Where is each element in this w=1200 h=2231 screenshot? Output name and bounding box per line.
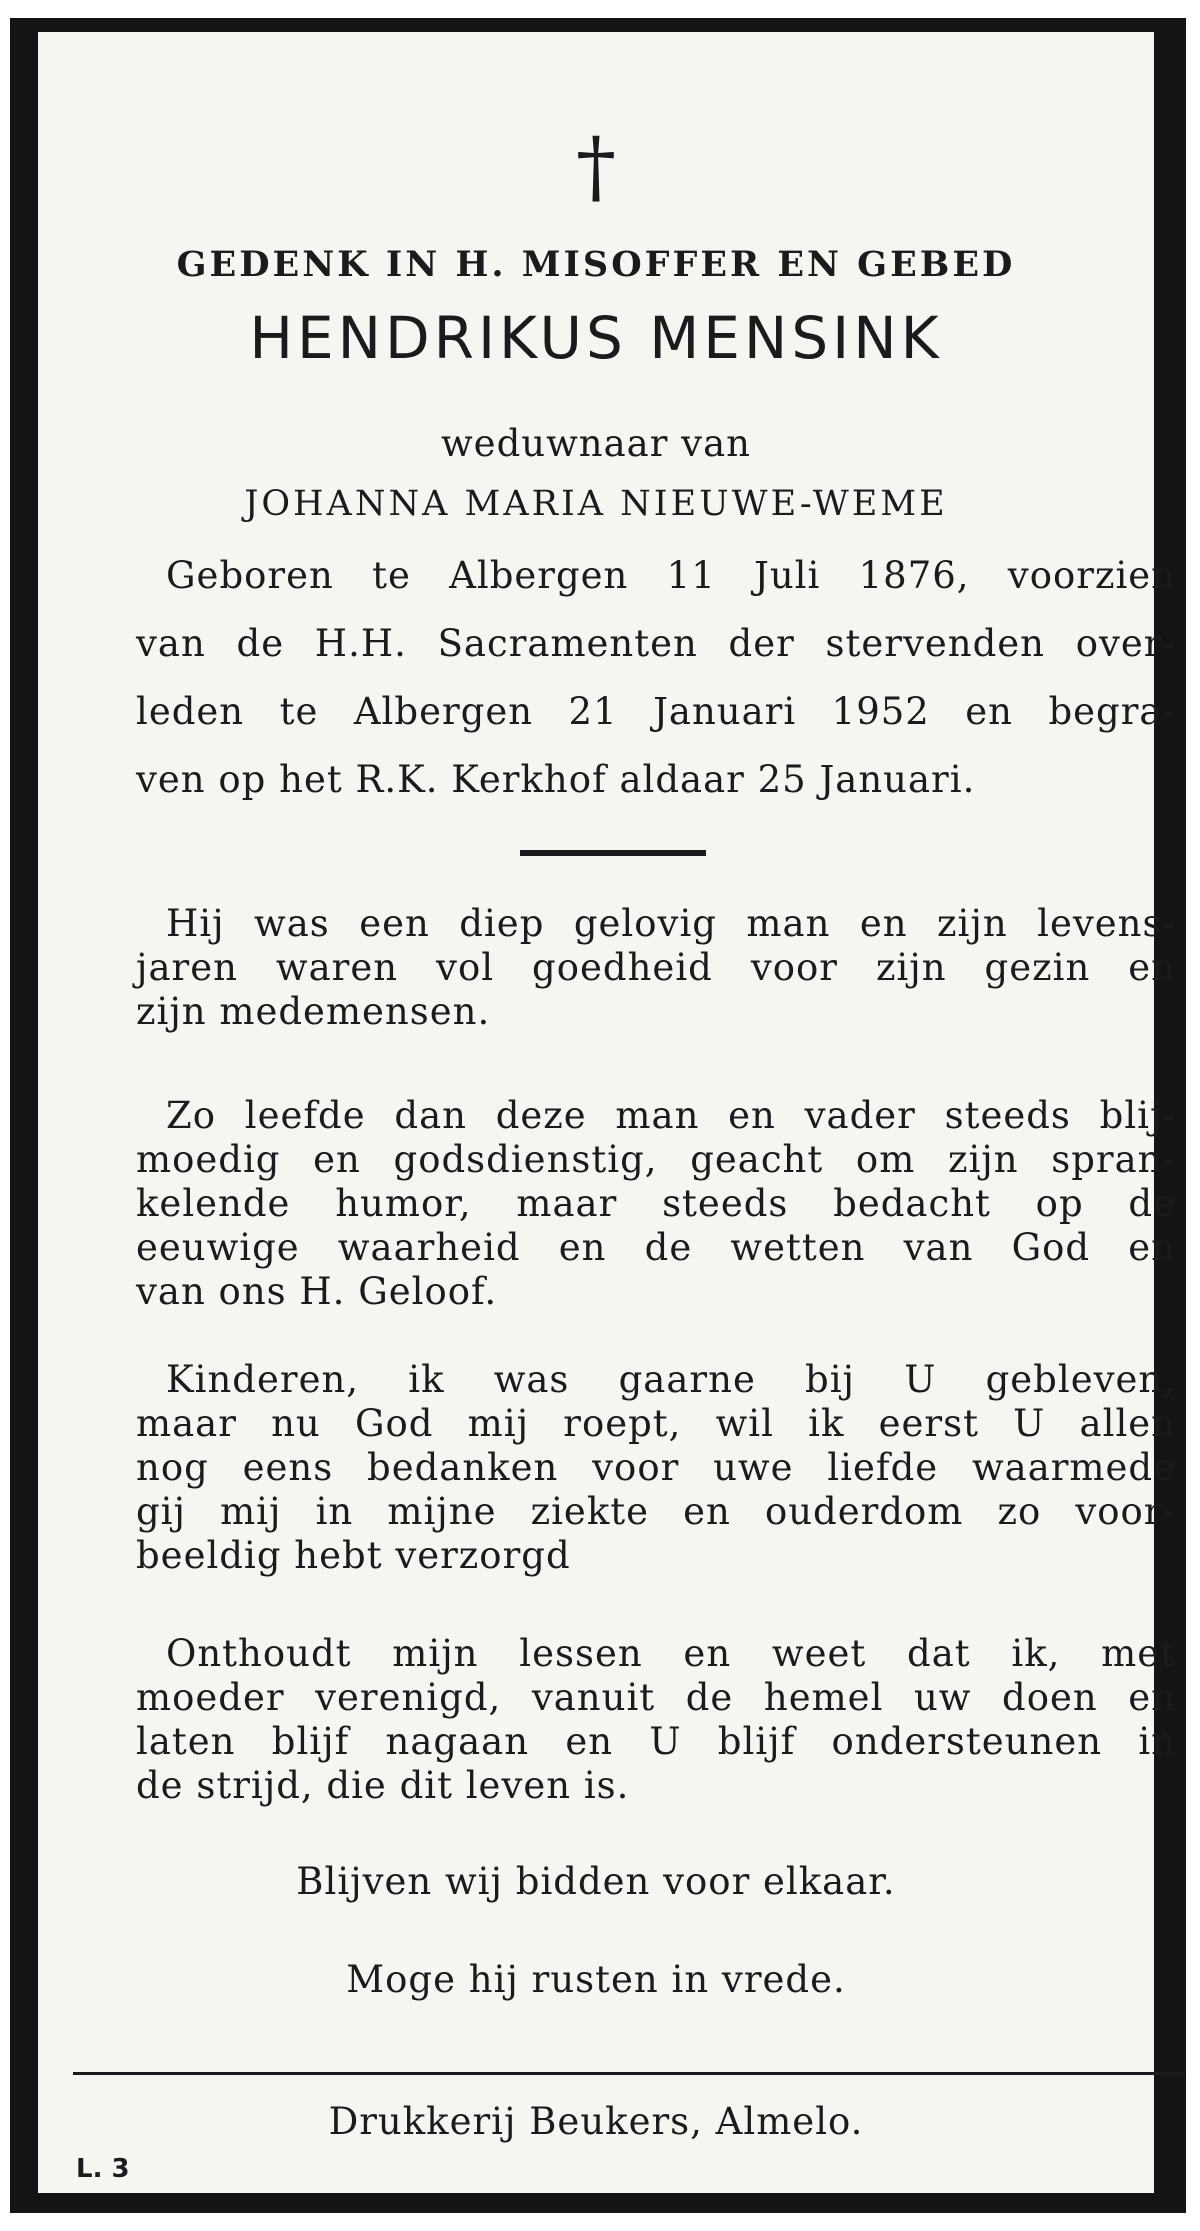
printer-code: L. 3: [76, 2154, 130, 2184]
paragraph-line: gij mij in mijne ziekte en ouderdom zo voor-: [136, 1490, 1176, 1533]
biography-line: Geboren te Albergen 11 Juli 1876, voorzien: [166, 554, 1176, 597]
paragraph-line: nog eens bedanken voor uwe liefde waarmede: [136, 1446, 1176, 1489]
paragraph-line: maar nu God mij roept, wil ik eerst U allen: [136, 1402, 1176, 1445]
card-paper: [38, 32, 1176, 2193]
spouse-name: JOHANNA MARIA NIEUWE-WEME: [244, 484, 948, 524]
paragraph-line: beeldig hebt verzorgd: [136, 1534, 571, 1577]
closing-prayer: Blijven wij bidden voor elkaar.: [296, 1860, 896, 1903]
relation-text: weduwnaar van: [441, 422, 751, 465]
paragraph-line: moeder verenigd, vanuit de hemel uw doen en: [136, 1676, 1176, 1719]
paragraph-line: Hij was een diep gelovig man en zijn levens-: [166, 902, 1176, 945]
biography-line: van de H.H. Sacramenten der stervenden over-: [136, 622, 1176, 665]
divider-short: [520, 850, 706, 856]
paragraph-line: kelende humor, maar steeds bedacht op de: [136, 1182, 1176, 1225]
paragraph-line: Kinderen, ik was gaarne bij U gebleven,: [166, 1358, 1176, 1401]
paragraph-line: van ons H. Geloof.: [136, 1270, 498, 1313]
biography-line: leden te Albergen 21 Januari 1952 en begra-: [136, 690, 1176, 733]
printer-credit: Drukkerij Beukers, Almelo.: [328, 2100, 864, 2143]
biography-line: ven op het R.K. Kerkhof aldaar 25 Januari.: [136, 758, 976, 801]
paragraph-line: laten blijf nagaan en U blijf ondersteunen in: [136, 1720, 1176, 1763]
cross-icon: †: [576, 120, 616, 213]
deceased-name: HENDRIKUS MENSINK: [249, 304, 943, 372]
memorial-card: [10, 18, 1186, 2213]
heading: GEDENK IN H. MISOFFER EN GEBED: [176, 244, 1016, 285]
paragraph-line: jaren waren vol goedheid voor zijn gezin en: [136, 946, 1176, 989]
paragraph-line: zijn medemensen.: [136, 990, 491, 1033]
divider-long: [73, 2072, 1185, 2075]
closing-blessing: Moge hij rusten in vrede.: [346, 1958, 846, 2001]
paragraph-line: Zo leefde dan deze man en vader steeds blij-: [166, 1094, 1176, 1137]
paragraph-line: de strijd, die dit leven is.: [136, 1764, 630, 1807]
paragraph-line: moedig en godsdienstig, geacht om zijn spran-: [136, 1138, 1176, 1181]
paragraph-line: eeuwige waarheid en de wetten van God en: [136, 1226, 1176, 1269]
paragraph-line: Onthoudt mijn lessen en weet dat ik, met: [166, 1632, 1176, 1675]
